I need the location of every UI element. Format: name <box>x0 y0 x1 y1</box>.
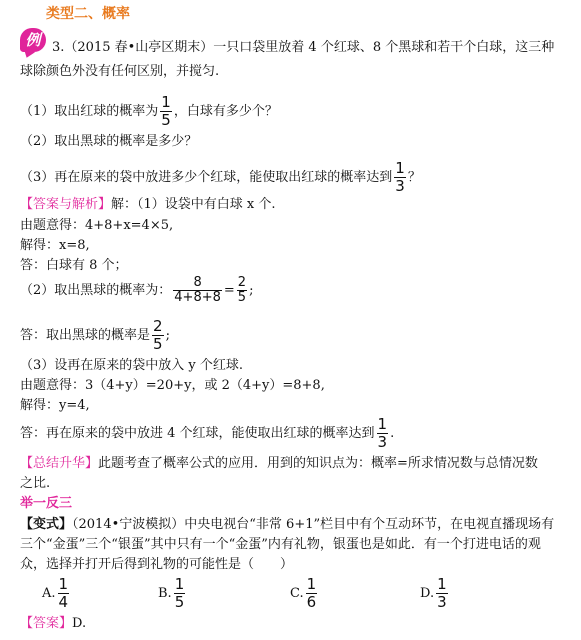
solution-line-1: 【答案与解析】解：（1）设袋中有白球 x 个. <box>20 197 276 212</box>
solution-line-10: 答：再在原来的袋中放进 4 个红球，能使取出红球的概率达到 $\frac{1}{3}$ . <box>20 415 395 451</box>
answer-line <box>20 616 86 632</box>
solution-line-5: （2）取出黑球的概率为： $\frac{8}{4+8+8}$ = $\frac{2}{5}$ ; <box>20 275 254 305</box>
solution-line-4: 答：白球有 8 个； <box>20 258 128 273</box>
q1-text: （1）取出红球的概率为 <box>20 104 159 119</box>
target-fraction: $\frac{1}{3}$ <box>377 415 388 451</box>
section-heading: 类型二、概率 <box>46 6 130 22</box>
answer-fraction: $\frac{2}{5}$ <box>153 317 163 353</box>
black-ball-fraction-simplified: $\frac{2}{5}$ <box>237 275 247 305</box>
option-b: B. $\frac{1}{5}$ <box>158 575 185 611</box>
option-a: A. $\frac{1}{4}$ <box>42 575 69 611</box>
option-d: D. $\frac{1}{3}$ <box>420 575 447 611</box>
option-b-fraction: $\frac{1}{5}$ <box>174 575 185 611</box>
summary-tag: 【总结升华】 <box>20 456 99 471</box>
summary-line-2: 之比. <box>20 476 51 491</box>
option-c-fraction: $\frac{1}{6}$ <box>306 575 317 611</box>
practice-line-1: 【变式】（2014•宁波模拟）中央电视台“非常 6+1”栏目中有个互动环节，在电视直播现场有 <box>20 517 555 532</box>
solution-line-2: 由题意得：4+8+x=4×5, <box>20 218 174 233</box>
solution-line-8: 由题意得：3（4+y）=20+y，或 2（4+y）=8+8, <box>20 378 325 393</box>
summary-line-1: 【总结升华】此题考查了概率公式的应用．用到的知识点为：概率=所求情况数与总情况数 <box>20 456 538 471</box>
solution-line-6: 答：取出黑球的概率是 $\frac{2}{5}$ ; <box>20 317 170 353</box>
answer-value: D. <box>72 616 87 631</box>
option-c: C. $\frac{1}{6}$ <box>290 575 317 611</box>
example-badge: 例 <box>20 28 46 52</box>
question-2: （2）取出黑球的概率是多少？ <box>20 134 198 149</box>
practice-line-3: 众，选择并打开后得到礼物的可能性是（ ） <box>20 557 294 572</box>
solution-tag: 【答案与解析】 <box>20 197 112 212</box>
q3-text: （3）再在原来的袋中放进多少个红球，能使取出红球的概率达到 <box>20 170 393 185</box>
problem-line-2: 球除颜色外没有任何区别，并搅匀. <box>20 64 220 79</box>
answer-tag: 【答案】 <box>20 616 73 631</box>
question-1: （1）取出红球的概率为 $\frac{1}{5}$ ，白球有多少个？ <box>20 93 278 129</box>
option-a-fraction: $\frac{1}{4}$ <box>58 575 69 611</box>
solution-line-7: （3）设再在原来的袋中放入 y 个红球. <box>20 358 244 373</box>
question-3: （3）再在原来的袋中放进多少个红球，能使取出红球的概率达到 $\frac{1}{3}$ ？ <box>20 159 421 195</box>
q3-fraction: $\frac{1}{3}$ <box>395 159 405 195</box>
q1-fraction: $\frac{1}{5}$ <box>161 93 171 129</box>
black-ball-fraction: $\frac{8}{4+8+8}$ <box>174 275 221 305</box>
practice-line-2: 三个“金蛋”三个“银蛋”其中只有一个“金蛋”内有礼物，银蛋也是如此．有一个打进电话的观 <box>20 537 541 552</box>
variant-tag: 【变式】 <box>20 517 73 532</box>
practice-heading: 举一反三 <box>20 496 73 511</box>
solution-line-3: 解得：x=8, <box>20 238 90 253</box>
problem-line-1: 3.（2015 春•山亭区期末）一只口袋里放着 4 个红球、8 个黑球和若干个白球，这三种 <box>52 40 555 55</box>
option-d-fraction: $\frac{1}{3}$ <box>437 575 447 611</box>
solution-line-9: 解得：y=4, <box>20 398 90 413</box>
